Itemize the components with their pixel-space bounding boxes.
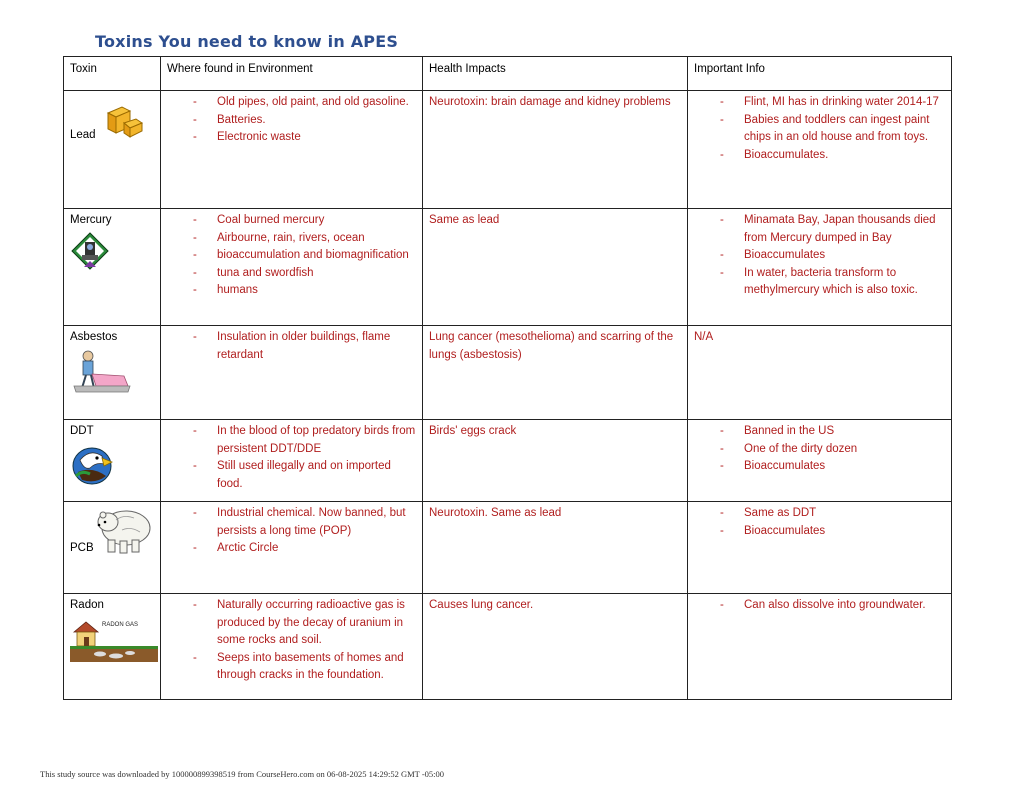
list-item: - Batteries. — [193, 112, 416, 130]
toxin-name: Radon — [70, 599, 104, 611]
where-found-cell — [161, 420, 423, 502]
health-impacts-cell: Lung cancer (mesothelioma) and scarring of the lungs (asbestosis) — [423, 326, 688, 420]
list-item: - Coal burned mercury — [193, 212, 416, 230]
list-item: - Seeps into basements of homes and through cracks in the foundation. — [193, 650, 416, 685]
list-item: - Naturally occurring radioactive gas is produced by the decay of uranium in some rocks and soil. — [193, 597, 416, 650]
list-item: - In the blood of top predatory birds from persistent DDT/DDE — [193, 423, 416, 458]
list-item: - Airbourne, rain, rivers, ocean — [193, 230, 416, 248]
download-footer: This study source was downloaded by 100000899398519 from CourseHero.com on 06-08-2025 14:29:52 GMT -05:00 — [40, 769, 445, 779]
toxin-name: Asbestos — [70, 331, 118, 343]
important-info-cell — [688, 502, 952, 594]
header-where-found: Where found in Environment — [161, 57, 423, 91]
toxin-cell — [64, 420, 161, 502]
list-item: - Electronic waste — [193, 129, 416, 147]
toxin-cell — [64, 209, 161, 326]
header-health-impacts: Health Impacts — [423, 57, 688, 91]
header-toxin: Toxin — [64, 57, 161, 91]
list-item: - bioaccumulation and biomagnification — [193, 247, 416, 265]
table-row-lead — [64, 91, 952, 209]
list-item: - Banned in the US — [720, 423, 945, 441]
radon-gas-label: RADON GAS — [102, 622, 139, 628]
list-item: - Babies and toddlers can ingest paint chips in an old house and from toys. — [720, 112, 945, 147]
table-row-asbestos — [64, 326, 952, 420]
important-info-cell — [688, 420, 952, 502]
list-item: - Flint, MI has in drinking water 2014-17 — [720, 94, 945, 112]
where-found-cell — [161, 326, 423, 420]
toxins-table — [63, 56, 952, 700]
toxin-cell — [64, 594, 161, 700]
header-important-info: Important Info — [688, 57, 952, 91]
list-item: - Same as DDT — [720, 505, 945, 523]
table-row-ddt — [64, 420, 952, 502]
health-impacts-cell: Same as lead — [423, 209, 688, 326]
important-info-cell — [688, 91, 952, 209]
where-found-cell — [161, 502, 423, 594]
table-header-row — [64, 57, 952, 91]
toxin-cell — [64, 91, 161, 209]
list-item: - In water, bacteria transform to methylmercury which is also toxic. — [720, 265, 945, 300]
list-item: - Bioaccumulates — [720, 458, 945, 476]
list-item: - tuna and swordfish — [193, 265, 416, 283]
list-item: - Bioaccumulates — [720, 247, 945, 265]
where-found-cell — [161, 594, 423, 700]
important-info-cell — [688, 209, 952, 326]
eagle-icon — [70, 442, 114, 486]
toxin-name: Lead — [70, 129, 96, 141]
list-item: - Arctic Circle — [193, 540, 416, 558]
toxin-name: Mercury — [70, 214, 112, 226]
lead-bars-icon — [104, 103, 144, 139]
asbestos-worker-icon — [70, 350, 132, 394]
page-title: Toxins You need to know in APES — [95, 32, 399, 51]
toxin-cell — [64, 502, 161, 594]
table-row-radon — [64, 594, 952, 700]
where-found-cell — [161, 91, 423, 209]
polar-bear-icon — [94, 504, 154, 556]
health-impacts-cell: Causes lung cancer. — [423, 594, 688, 700]
important-info-cell — [688, 594, 952, 700]
toxin-cell — [64, 326, 161, 420]
important-info-cell: N/A — [688, 326, 952, 420]
table-row-mercury — [64, 209, 952, 326]
mercury-hazard-icon — [70, 231, 110, 271]
list-item: - Bioaccumulates — [720, 523, 945, 541]
toxin-name: PCB — [70, 542, 94, 554]
health-impacts-cell: Neurotoxin: brain damage and kidney problems — [423, 91, 688, 209]
list-item: - One of the dirty dozen — [720, 441, 945, 459]
list-item: - Bioaccumulates. — [720, 147, 945, 165]
health-impacts-cell: Birds' eggs crack — [423, 420, 688, 502]
list-item: - Insulation in older buildings, flame retardant — [193, 329, 416, 364]
toxin-name: DDT — [70, 425, 94, 437]
where-found-cell — [161, 209, 423, 326]
list-item: - humans — [193, 282, 416, 300]
list-item: - Industrial chemical. Now banned, but persists a long time (POP) — [193, 505, 416, 540]
table-row-pcb — [64, 502, 952, 594]
list-item: - Can also dissolve into groundwater. — [720, 597, 945, 615]
radon-house-icon — [70, 616, 158, 662]
health-impacts-cell: Neurotoxin. Same as lead — [423, 502, 688, 594]
list-item: - Old pipes, old paint, and old gasoline. — [193, 94, 416, 112]
list-item: - Still used illegally and on imported food. — [193, 458, 416, 493]
list-item: - Minamata Bay, Japan thousands died from Mercury dumped in Bay — [720, 212, 945, 247]
